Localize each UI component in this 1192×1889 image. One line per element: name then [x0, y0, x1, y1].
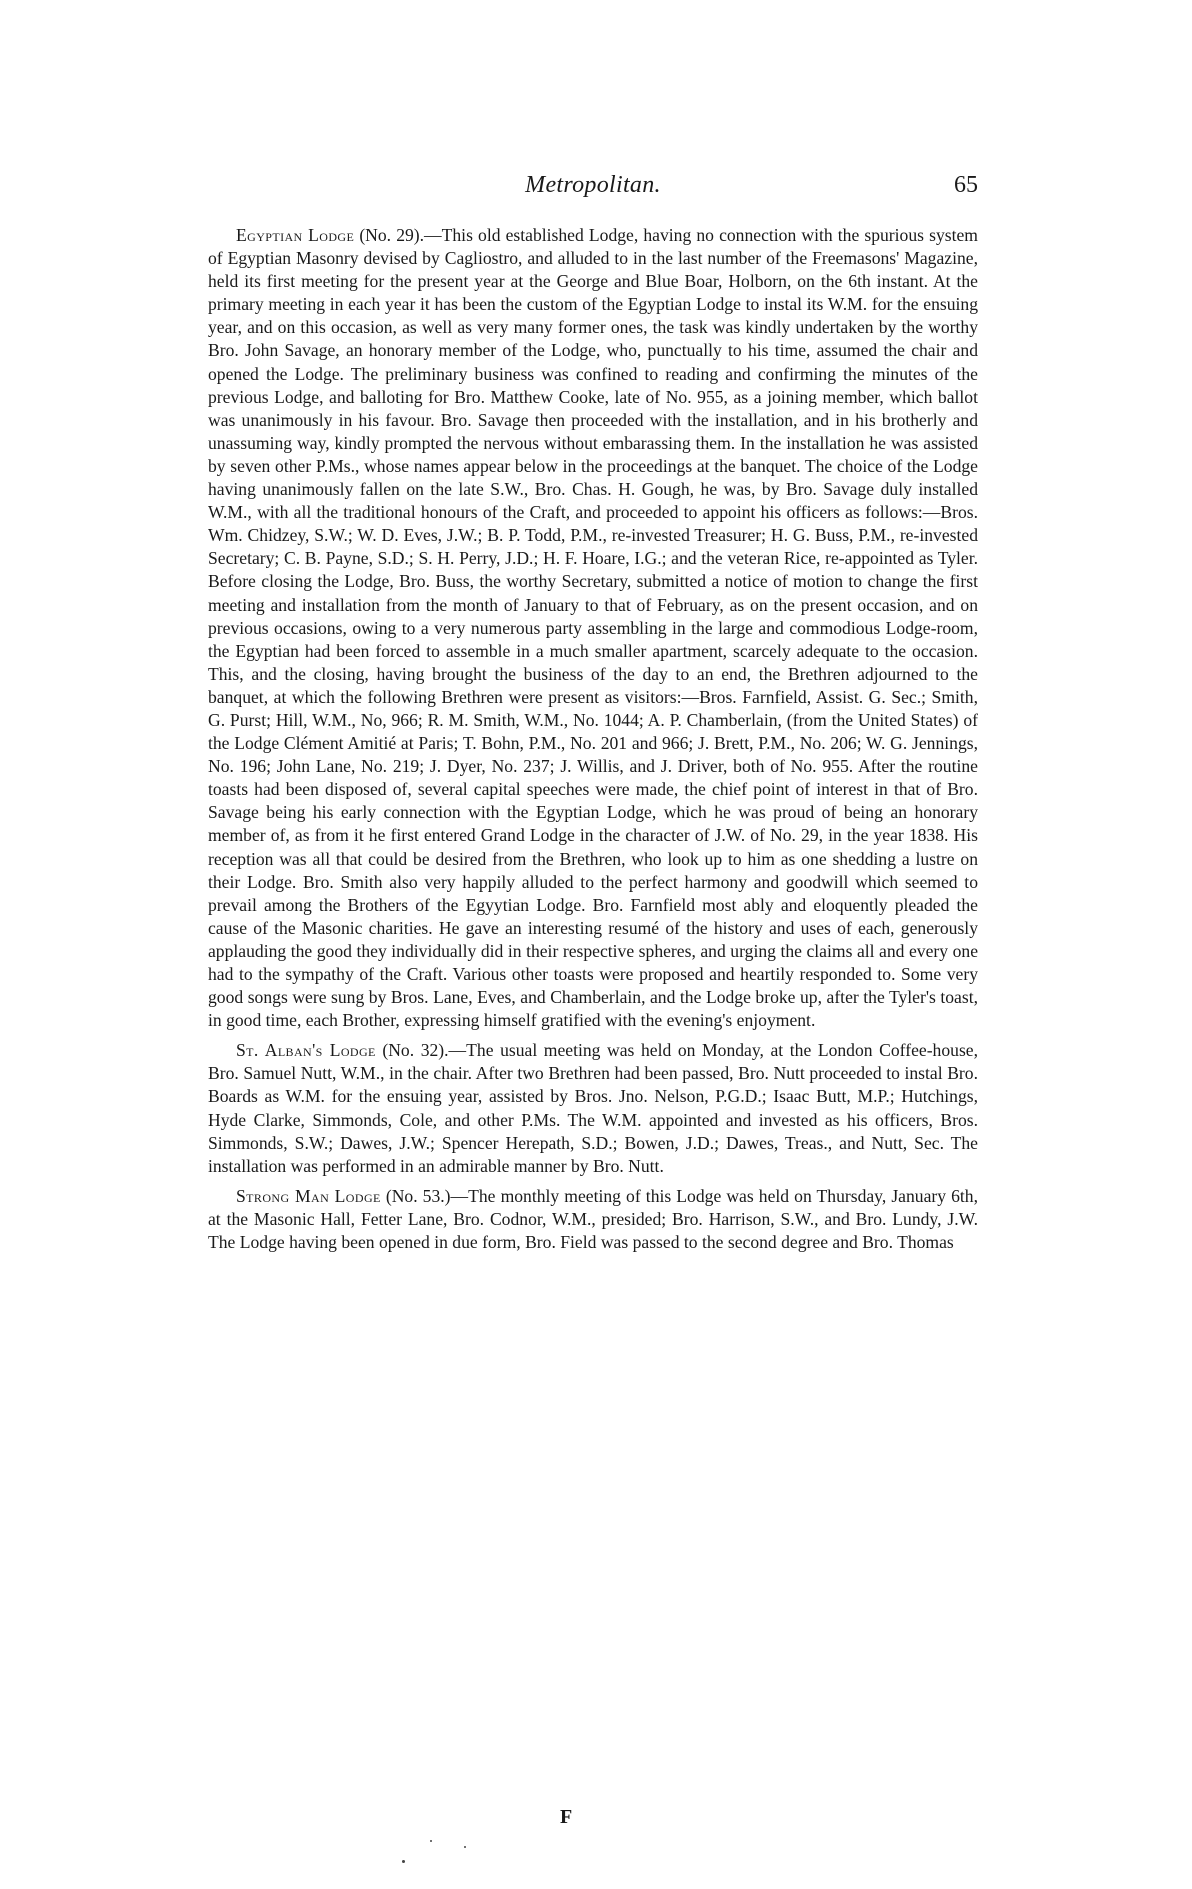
print-specks	[390, 1836, 550, 1876]
speck	[464, 1846, 466, 1848]
article-body	[208, 224, 978, 1261]
paragraph-egyptian-lodge	[208, 224, 978, 1032]
lodge-heading: Egyptian Lodge	[236, 225, 355, 245]
paragraph-text: (No. 32).—The usual meeting was held on Monday, at the London Coffee-house, Bro. Samuel Nutt, W.M., in the chair. After two Brethren had been passed, Bro. Nutt proceeded to instal Bro. Boards as W.M. for the ensuing year, assisted by Bros. Jno. Nelson, P.G.D.; Isaac Butt, M.P.; Hutchings, Hyde Clarke, Simmonds, Cole, and other P.Ms. The W.M. appointed and invested as his officers, Bros. Simmonds, S.W.; Dawes, J.W.; Spencer Herepath, S.D.; Bowen, J.D.; Dawes, Treas., and Nutt, Sec. The installation was performed in an admirable manner by Bro. Nutt.	[208, 1040, 978, 1176]
paragraph-strong-man-lodge	[208, 1185, 978, 1254]
signature-mark: F	[560, 1806, 573, 1828]
paragraph-text: (No. 29).—This old established Lodge, having no connection with the spurious system of Egyptian Masonry devised by Cagliostro, and alluded to in the last number of the Freemasons' Magazine, held its first meeting for the present year at the George and Blue Boar, Holborn, on the 6th instant. At the primary meeting in each year it has been the custom of the Egyptian Lodge to instal its W.M. for the ensuing year, and on this occasion, as well as very many former ones, the task was kindly undertaken by the worthy Bro. John Savage, an honorary member of the Lodge, who, punctually to his time, assumed the chair and opened the Lodge. The preliminary business was confined to reading and confirming the minutes of the previous Lodge, and balloting for Bro. Matthew Cooke, late of No. 955, as a joining member, which ballot was unanimously in his favour. Bro. Savage then proceeded with the installation, and in his brotherly and unassuming way, kindly prompted the nervous without embarassing them. In the installation he was assisted by seven other P.Ms., whose names appear below in the proceedings at the banquet. The choice of the Lodge having unanimously fallen on the late S.W., Bro. Chas. H. Gough, he was, by Bro. Savage duly installed W.M., with all the traditional honours of the Craft, and proceeded to appoint his officers as follows:—Bros. Wm. Chidzey, S.W.; W. D. Eves, J.W.; B. P. Todd, P.M., re-invested Treasurer; H. G. Buss, P.M., re-invested Secretary; C. B. Payne, S.D.; S. H. Perry, J.D.; H. F. Hoare, I.G.; and the veteran Rice, re-appointed as Tyler. Before closing the Lodge, Bro. Buss, the worthy Secretary, submitted a notice of motion to change the first meeting and installation from the month of January to that of February, as on the present occasion, and on previous occasions, owing to a very numerous party assembling in the large and commodious Lodge-room, the Egyptian had been forced to assemble in a much smaller apartment, scarcely adequate to the occasion. This, and the closing, having brought the business of the day to an end, the Brethren adjourned to the banquet, at which the following Brethren were present as visitors:—Bros. Farnfield, Assist. G. Sec.; Smith, G. Purst; Hill, W.M., No, 966; R. M. Smith, W.M., No. 1044; A. P. Chamberlain, (from the United States) of the Lodge Clément Amitié at Paris; T. Bohn, P.M., No. 201 and 966; J. Brett, P.M., No. 206; W. G. Jennings, No. 196; John Lane, No. 219; J. Dyer, No. 237; J. Willis, and J. Driver, both of No. 955. After the routine toasts had been disposed of, several capital speeches were made, the chief point of interest in that of Bro. Savage being his early connection with the Egyptian Lodge, which he was proud of being an honorary member of, as from it he first entered Grand Lodge in the character of J.W. of No. 29, in the year 1838. His reception was all that could be desired from the Brethren, who look up to him as one shedding a lustre on their Lodge. Bro. Smith also very happily alluded to the perfect harmony and goodwill which seemed to prevail among the Brothers of the Egyytian Lodge. Bro. Farnfield most ably and eloquently pleaded the cause of the Masonic charities. He gave an interesting resumé of the history and uses of each, generously applauding the good they individually did in their respective spheres, and urging the claims all and every one had to the sympathy of the Craft. Various other toasts were proposed and heartily responded to. Some very good songs were sung by Bros. Lane, Eves, and Chamberlain, and the Lodge broke up, after the Tyler's toast, in good time, each Brother, expressing himself gratified with the evening's enjoyment.	[208, 225, 978, 1031]
page-header	[208, 168, 978, 208]
speck	[430, 1840, 432, 1842]
speck	[402, 1860, 405, 1863]
lodge-heading: Strong Man Lodge	[236, 1185, 381, 1206]
paragraph-text: (No. 53.)—The monthly meeting of this Lodge was held on Thursday, January 6th, at the Masonic Hall, Fetter Lane, Bro. Codnor, W.M., presided; Bro. Harrison, S.W., and Bro. Lundy, J.W. The Lodge having been opened in due form, Bro. Field was passed to the second degree and Bro. Thomas	[208, 1185, 978, 1253]
lodge-heading: St. Alban's Lodge	[236, 1040, 376, 1061]
page-number: 65	[954, 172, 978, 198]
running-title: Metropolitan.	[525, 172, 661, 198]
paragraph-st-albans-lodge	[208, 1039, 978, 1178]
